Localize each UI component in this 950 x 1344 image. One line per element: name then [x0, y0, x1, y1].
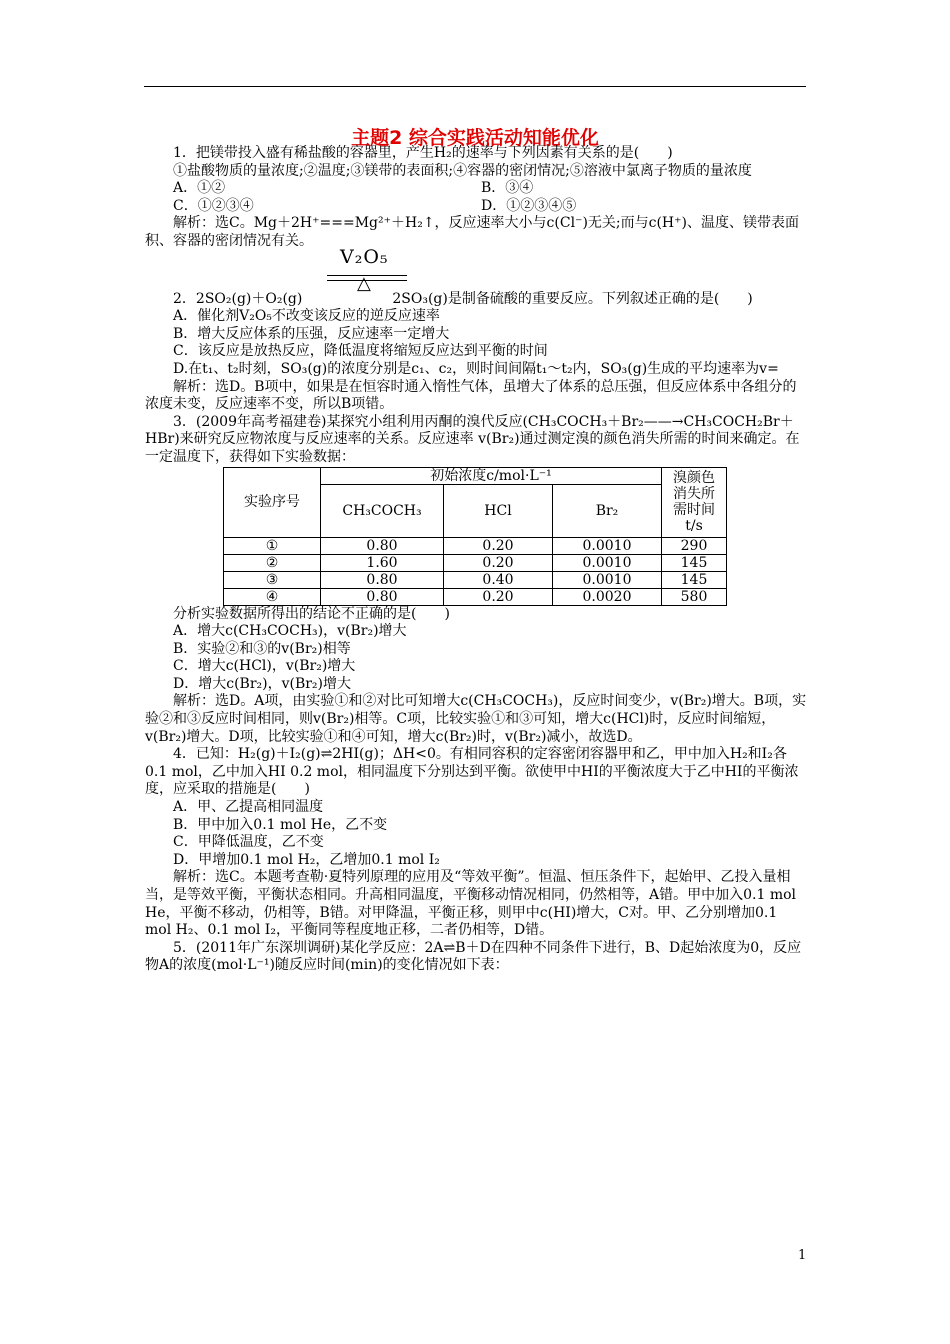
table-cell: 145	[662, 571, 727, 588]
q1-factors: ①盐酸物质的量浓度;②温度;③镁带的表面积;④容器的密闭情况;⑤溶液中氯离子物质的量浓度	[173, 162, 752, 179]
q1-stem: 1．把镁带投入盛有稀盐酸的容器里，产生H₂的速率与下列因素有关系的是( )	[173, 145, 673, 161]
table-cell: 1.60	[321, 554, 444, 571]
q4-stem: 4．已知：H₂(g)＋I₂(g)⇌2HI(g)；ΔH<0。有相同容积的定容密闭容器甲和乙，甲中加入H₂和I₂各0.1 mol，乙中加入HI 0.2 mol，相同温度下分别达到平衡。欲使甲中HI的平衡浓度大于乙中HI的平衡浓度，应采取的措施是( )	[145, 746, 799, 798]
q1-option-b: B．③④	[481, 180, 534, 197]
table-cell: ③	[224, 571, 321, 588]
table-cell: 290	[662, 537, 727, 554]
q1-options-cd	[145, 198, 807, 216]
catalyst-label: V₂O₅	[340, 245, 389, 268]
table-cell: 0.20	[444, 554, 553, 571]
table-cell: ④	[224, 588, 321, 605]
q4-option-b: B．甲中加入0.1 mol He，乙不变	[173, 816, 388, 833]
q1-analysis: 解析：选C。Mg＋2H⁺===Mg²⁺＋H₂↑，反应速率大小与c(Cl⁻)无关;而与c(H⁺)、温度、镁带表面积、容器的密闭情况有关。	[145, 215, 799, 249]
table-cell: 0.80	[321, 588, 444, 605]
table-cell: 0.80	[321, 537, 444, 554]
q2-option-a: A．催化剂V₂O₅不改变该反应的逆反应速率	[173, 308, 440, 325]
q1-option-a: A．①②	[173, 180, 226, 197]
table-cell: 0.0010	[553, 537, 662, 554]
q3-ask: 分析实验数据所得出的结论不正确的是( )	[173, 605, 450, 622]
table-cell: ②	[224, 554, 321, 571]
table-cell: ①	[224, 537, 321, 554]
page-title: 主题2 综合实践活动知能优化	[351, 127, 599, 149]
table-cell: 0.40	[444, 571, 553, 588]
q1-option-d: D．①②③④⑤	[481, 197, 577, 214]
q3-analysis: 解析：选D。A项，由实验①和②对比可知增大c(CH₃COCH₃)，反应时间变少，v(Br₂)增大。B项，实验②和③反应时间相同，则v(Br₂)相等。C项，比较实验①和③可知，增大c(HCl)时，反应时间缩短，v(Br₂)增大。D项，比较实验①和④可知，增大c(Br₂)时，v(Br₂)减小，故选D。	[145, 693, 807, 745]
table-cell: 0.20	[444, 588, 553, 605]
q2-equation-condition	[145, 245, 807, 294]
q3-option-a: A．增大c(CH₃COCH₃)，v(Br₂)增大	[173, 623, 407, 640]
q4-option-d: D．甲增加0.1 mol H₂，乙增加0.1 mol I₂	[173, 851, 440, 868]
table-cell: 0.0010	[553, 571, 662, 588]
q2-analysis: 解析：选D。B项中，如果是在恒容时通入惰性气体，虽增大了体系的总压强，但反应体系中各组分的浓度未变，反应速率不变，所以B项错。	[145, 378, 797, 413]
document-body	[145, 145, 807, 975]
table-subheader: CH₃COCH₃	[321, 484, 444, 537]
table-header-serial: 实验序号	[224, 467, 321, 537]
table-subheader: HCl	[444, 484, 553, 537]
q2-option-c: C．该反应是放热反应，降低温度将缩短反应达到平衡的时间	[173, 343, 548, 360]
q4-option-c: C．甲降低温度，乙不变	[173, 834, 324, 851]
page-number: 1	[798, 1248, 807, 1263]
table-cell: 0.0010	[553, 554, 662, 571]
table-subheader: Br₂	[553, 484, 662, 537]
table-row	[224, 554, 727, 571]
q3-option-c: C．增大c(HCl)，v(Br₂)增大	[173, 658, 356, 675]
q3-option-b: B．实验②和③的v(Br₂)相等	[173, 640, 351, 657]
q1-option-c: C．①②③④	[173, 197, 254, 214]
heat-symbol: △	[357, 272, 371, 294]
q2-stem	[145, 291, 807, 309]
table-row	[224, 571, 727, 588]
q2-stem-right: 2SO₃(g)是制备硫酸的重要反应。下列叙述正确的是( )	[392, 290, 753, 307]
table-cell: 0.80	[321, 571, 444, 588]
table-cell: 0.20	[444, 537, 553, 554]
table-cell: 145	[662, 554, 727, 571]
table-cell: 0.0020	[553, 588, 662, 605]
table-row	[224, 537, 727, 554]
q4-analysis: 解析：选C。本题考查勒·夏特列原理的应用及“等效平衡”。恒温、恒压条件下，起始甲、乙投入量相当，是等效平衡，平衡状态相同。升高相同温度，平衡移动情况相同，仍然相等，A错。甲中加入0.1 mol He，平衡不移动，仍相等，B错。对甲降温，平衡正移，则甲中c(HI)增大，C对。甲、乙分别增加0.1 mol H₂、0.1 mol I₂，平衡同等程度地正移，二者仍相等，D错。	[145, 869, 797, 939]
table-cell: 580	[662, 588, 727, 605]
table-header-concentration: 初始浓度c/mol·L⁻¹	[321, 467, 662, 484]
table-header-time: 溴颜色消失所需时间t/s	[662, 467, 727, 537]
q3-data-table	[223, 467, 727, 606]
header-rule	[144, 86, 806, 87]
table-row	[224, 588, 727, 605]
q4-option-a: A．甲、乙提高相同温度	[173, 799, 324, 816]
q5-stem: 5．(2011年广东深圳调研)某化学反应：2A⇌B＋D在四种不同条件下进行，B、D起始浓度为0，反应物A的浓度(mol·L⁻¹)随反应时间(min)的变化情况如下表：	[145, 939, 802, 974]
q3-stem: 3．(2009年高考福建卷)某探究小组利用丙酮的溴代反应(CH₃COCH₃＋Br₂——→CH₃COCH₂Br＋HBr)来研究反应物浓度与反应速率的关系。反应速率 v(Br₂)通过测定溴的颜色消失所需的时间来确定。在一定温度下，获得如下实验数据：	[145, 413, 800, 465]
q2-stem-left: 2．2SO₂(g)＋O₂(g)	[173, 290, 303, 307]
q3-option-d: D．增大c(Br₂)，v(Br₂)增大	[173, 675, 352, 692]
q2-option-d: D.在t₁、t₂时刻，SO₃(g)的浓度分别是c₁、c₂，则时间间隔t₁～t₂内，SO₃(g)生成的平均速率为v=	[173, 360, 779, 377]
q2-option-b: B．增大反应体系的压强，反应速率一定增大	[173, 325, 450, 342]
q1-options-ab	[145, 180, 807, 198]
